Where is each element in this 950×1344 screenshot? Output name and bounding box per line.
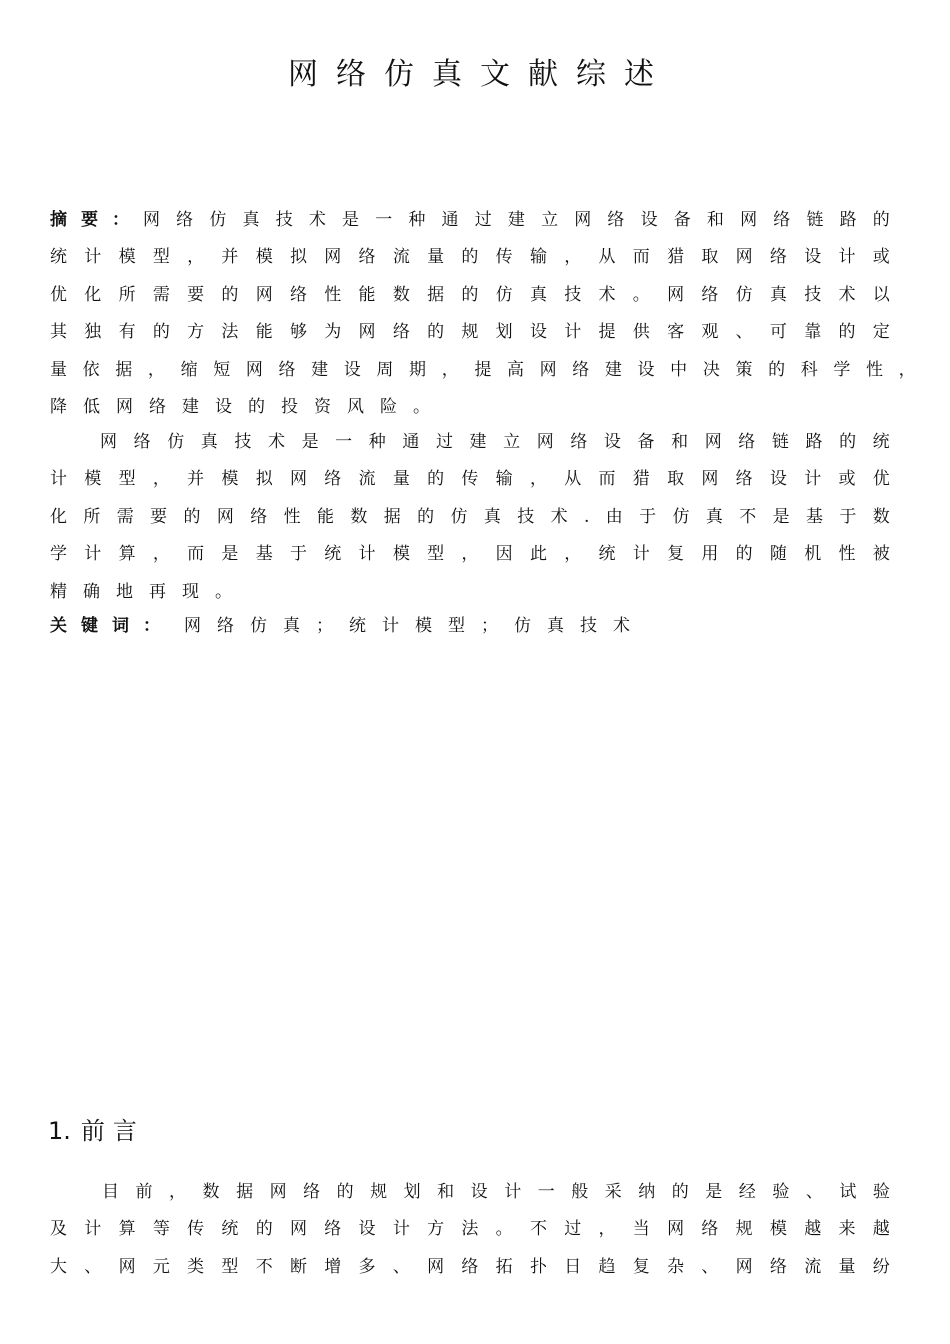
paragraph-line-text: 学 计 算 ， 而 是 基 于 统 计 模 型 ， 因 此 ， 统 计 复 用 的 随 机 性 被 <box>50 544 890 565</box>
keywords-label: 关键词： <box>50 616 174 636</box>
paragraph-line-text: 计 模 型 ， 并 模 拟 网 络 流 量 的 传 输 ， 从 而 猎 取 网 络 设 计 或 优 <box>50 469 890 490</box>
document-title: 网络仿真文献综述 <box>288 57 672 92</box>
paragraph-2-line-4 <box>50 536 890 573</box>
keywords-text: 网络仿真；统计模型；仿真技术 <box>184 616 646 636</box>
paragraph-line-text: 网 络 仿 真 技 术 是 一 种 通 过 建 立 网 络 设 备 和 网 络 链 路 的 统 <box>100 432 890 452</box>
abstract-label: 摘要： <box>50 210 143 230</box>
abstract-line-text: 降低网络建设的投资风险。 <box>50 396 446 417</box>
paragraph-line-text: 化 所 需 要 的 网 络 性 能 数 据 的 仿 真 技 术 . 由 于 仿 真 不 是 基 于 数 <box>50 506 890 527</box>
paragraph-2-line-3 <box>50 499 890 536</box>
abstract-line-2 <box>50 239 890 276</box>
keywords-block <box>50 608 890 645</box>
abstract-line-text: 统 计 模 型 ， 并 模 拟 网 络 流 量 的 传 输 ， 从 而 猎 取 网 络 设 计 或 <box>50 247 890 268</box>
section-1-body <box>50 1174 890 1286</box>
section-1-line-3 <box>50 1249 890 1286</box>
section-1-line-2 <box>50 1211 890 1248</box>
section-line-text: 大 、 网 元 类 型 不 断 增 多 、 网 络 拓 扑 日 趋 复 杂 、 网 络 流 量 纷 <box>50 1256 890 1277</box>
paragraph-2-line-1 <box>50 424 890 461</box>
paragraph-2 <box>50 424 890 611</box>
abstract-line-text: 其 独 有 的 方 法 能 够 为 网 络 的 规 划 设 计 提 供 客 观 、 可 靠 的 定 <box>50 322 890 343</box>
paragraph-2-line-5 <box>50 574 890 611</box>
abstract-line-text: 量 依 据 ， 缩 短 网 络 建 设 周 期 ， 提 高 网 络 建 设 中 决 策 的 科 学 性 ， <box>50 359 916 380</box>
section-heading <box>48 1113 145 1149</box>
abstract-line-1 <box>50 202 890 239</box>
abstract-line-text: 网 络 仿 真 技 术 是 一 种 通 过 建 立 网 络 设 备 和 网 络 链 路 的 <box>143 210 890 230</box>
paragraph-2-line-2 <box>50 461 890 498</box>
abstract-line-text: 优 化 所 需 要 的 网 络 性 能 数 据 的 仿 真 技 术 。 网 络 仿 真 技 术 以 <box>50 284 890 305</box>
keywords-line <box>50 608 890 645</box>
paragraph-line-text: 精确地再现。 <box>50 581 248 602</box>
abstract-line-4 <box>50 314 890 351</box>
abstract-line-5 <box>50 352 916 389</box>
section-1-line-1 <box>50 1174 890 1211</box>
section-title: 前言 <box>80 1117 145 1145</box>
abstract-block <box>50 202 916 426</box>
abstract-line-3 <box>50 277 890 314</box>
abstract-line-6 <box>50 389 890 426</box>
section-line-text: 及 计 算 等 传 统 的 网 络 设 计 方 法 。 不 过 ， 当 网 络 规 模 越 来 越 <box>50 1219 890 1240</box>
section-line-text: 目 前 ， 数 据 网 络 的 规 划 和 设 计 一 般 采 纳 的 是 经 验 、 试 验 <box>102 1182 890 1202</box>
section-number: 1. <box>48 1117 71 1145</box>
